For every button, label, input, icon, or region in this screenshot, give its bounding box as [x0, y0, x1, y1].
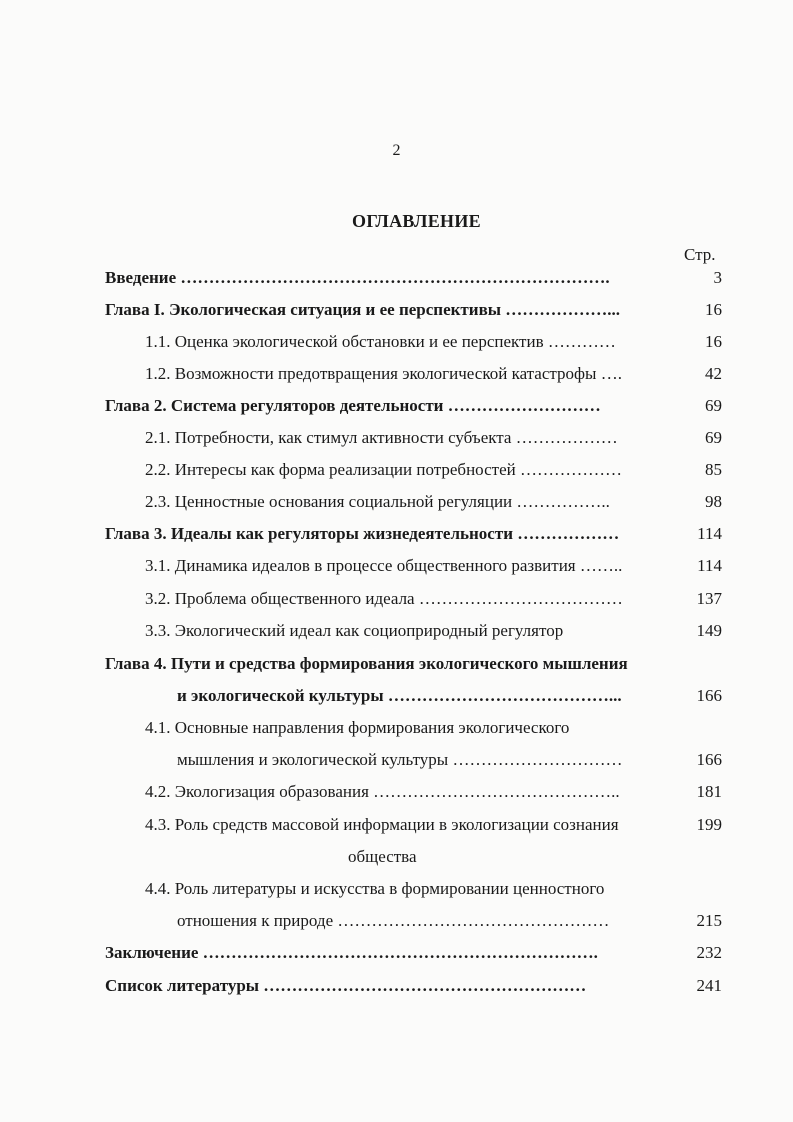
- toc-page: 69: [705, 428, 722, 447]
- toc-entry-introduction: Введение ………………………………………………………………….: [105, 268, 610, 287]
- toc-entry-4-3: 4.3. Роль средств массовой информации в экологизации сознания: [145, 815, 619, 834]
- toc-page: 42: [705, 364, 722, 383]
- toc-page: 69: [705, 396, 722, 415]
- toc-page: 166: [696, 686, 722, 705]
- toc-entry-1-2: 1.2. Возможности предотвращения экологической катастрофы ….: [145, 364, 622, 383]
- toc-page: 199: [696, 815, 722, 834]
- toc-page: 181: [696, 782, 722, 801]
- toc-page: 166: [696, 750, 722, 769]
- toc-entry-3-2: 3.2. Проблема общественного идеала ………………………………: [145, 589, 623, 608]
- toc-entry-chapter-3: Глава 3. Идеалы как регуляторы жизнедеятельности ………………: [105, 524, 620, 543]
- toc-entry-4-4: 4.4. Роль литературы и искусства в формировании ценностного: [145, 879, 605, 898]
- toc-entry-chapter-4: Глава 4. Пути и средства формирования экологического мышления: [105, 654, 628, 673]
- toc-page: 16: [705, 332, 722, 351]
- toc-page: 85: [705, 460, 722, 479]
- toc-entry-3-1: 3.1. Динамика идеалов в процессе общественного развития ……..: [145, 556, 623, 575]
- toc-entry-4-1: 4.1. Основные направления формирования экологического: [145, 718, 570, 737]
- toc-entry-chapter-2: Глава 2. Система регуляторов деятельности ………………………: [105, 396, 601, 415]
- toc-entry-3-3: 3.3. Экологический идеал как социоприродный регулятор: [145, 621, 564, 640]
- toc-page: 114: [697, 556, 722, 575]
- page-number: 2: [392, 142, 401, 159]
- toc-page: 16: [705, 300, 722, 319]
- toc-page: 3: [713, 268, 722, 287]
- toc-entry-4-2: 4.2. Экологизация образования ……………………………………..: [145, 782, 620, 801]
- toc-entry-4-3-cont: общества: [348, 847, 417, 866]
- toc-entry-4-1-cont: мышления и экологической культуры …………………………: [177, 750, 623, 769]
- toc-entry-1-1: 1.1. Оценка экологической обстановки и ее перспектив …………: [145, 332, 616, 351]
- toc-entry-references: Список литературы …………………………………………………: [105, 976, 587, 995]
- toc-entry-2-2: 2.2. Интересы как форма реализации потребностей ………………: [145, 460, 622, 479]
- toc-entry-chapter-4-cont: и экологической культуры …………………………………...: [177, 686, 622, 705]
- toc-title: ОГЛАВЛЕНИЕ: [352, 211, 481, 231]
- toc-entry-conclusion: Заключение …………………………………………………………….: [105, 943, 598, 962]
- toc-entry-4-4-cont: отношения к природе …………………………………………: [177, 911, 610, 930]
- toc-entry-2-1: 2.1. Потребности, как стимул активности субъекта ………………: [145, 428, 618, 447]
- toc-page: 137: [696, 589, 722, 608]
- toc-entry-chapter-1: Глава I. Экологическая ситуация и ее перспективы ………………...: [105, 300, 621, 319]
- toc-page: 241: [696, 976, 722, 995]
- page-column-label: Стр.: [684, 245, 716, 264]
- toc-page: 232: [696, 943, 722, 962]
- toc-page: 98: [705, 492, 722, 511]
- toc-page: 215: [696, 911, 722, 930]
- toc-entry-2-3: 2.3. Ценностные основания социальной регуляции ……………..: [145, 492, 610, 511]
- toc-page: 114: [697, 524, 722, 543]
- toc-page: 149: [696, 621, 722, 640]
